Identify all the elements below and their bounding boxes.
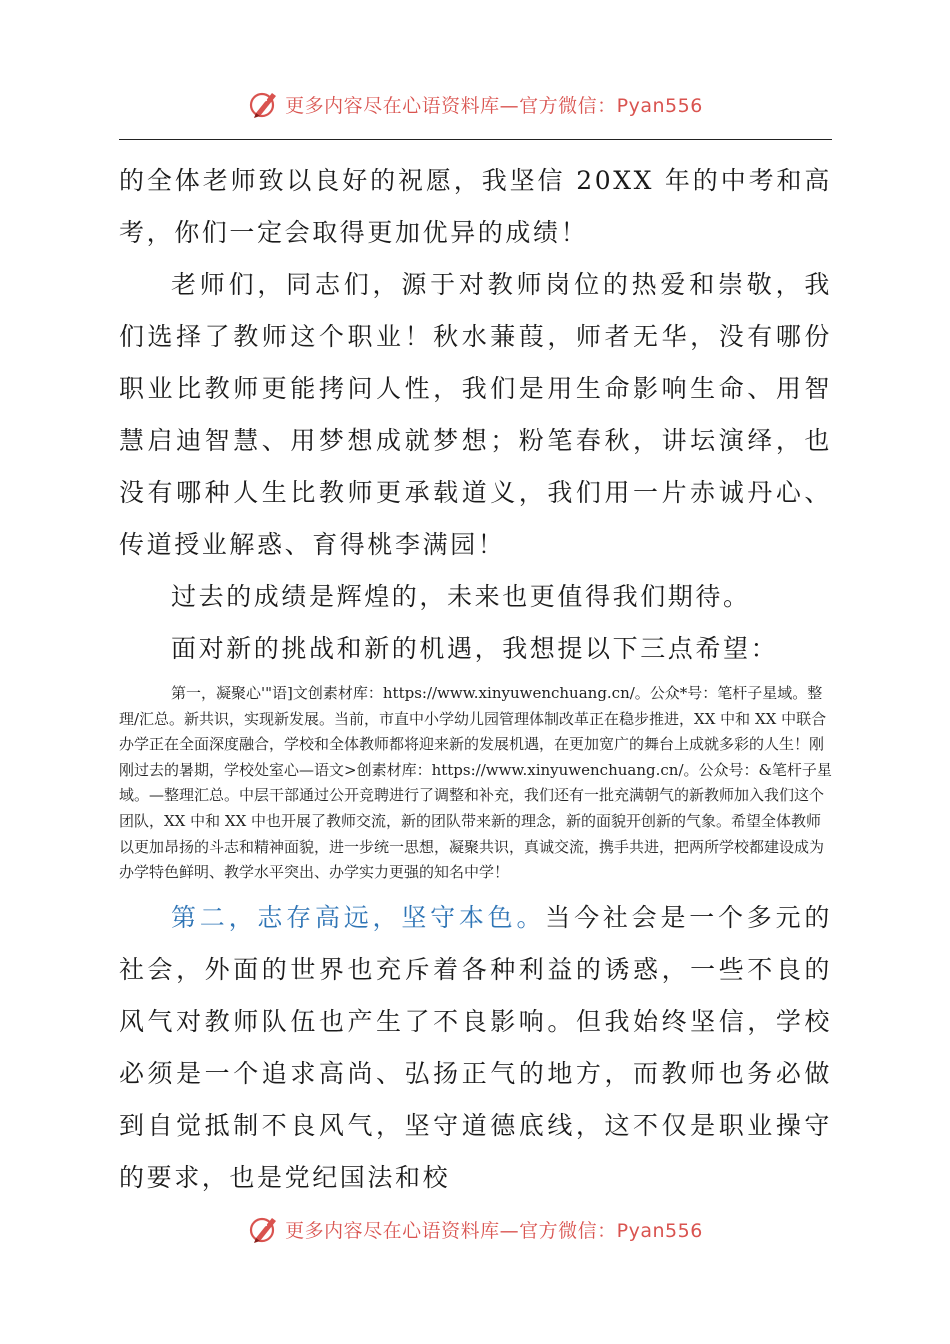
pen-logo-icon [247,87,281,121]
paragraph-2: 老师们，同志们，源于对教师岗位的热爱和崇敬，我们选择了教师这个职业！秋水蒹葭，师者无华，没有哪份职业比教师更能拷问人性，我们是用生命影响生命、用智慧启迪智慧、用梦想成就梦想；粉笔春秋，讲坛演绎，也没有哪种人生比教师更承载道义，我们用一片赤诚丹心、传道授业解惑、育得桃李满园！ [119,270,832,559]
paragraph-5-small [119,681,832,886]
paragraph-6-text: 当今社会是一个多元的社会，外面的世界也充斥着各种利益的诱惑，一些不良的风气对教师队伍也产生了不良影响。但我始终坚信，学校必须是一个追求高尚、弘扬正气的地方，而教师也务必做到自觉抵制不良风气，坚守道德底线，这不仅是职业操守的要求，也是党纪国法和校 [119,902,832,1192]
header-banner [0,84,950,124]
paragraph-6 [119,892,832,1204]
footer-banner-text: 更多内容尽在心语资料库—官方微信：Pyan556 [285,1219,703,1242]
paragraph-1: 的全体老师致以良好的祝愿，我坚信 20XX 年的中考和高考，你们一定会取得更加优异的成绩！ [119,166,832,247]
document-body [119,155,832,1204]
footer-banner [0,1209,950,1249]
paragraph-5-text: 第一，凝聚心'"语]文创素材库：https://www.xinyuwenchuang.cn/。公众*号：笔杆子星域。整理/汇总。新共识，实现新发展。当前，市直中小学幼儿园管理体制改革正在稳步推进，XX 中和 XX 中联合办学正在全面深度融合，学校和全体教师都将迎来新的发展机遇，在更加宽广的舞台上成就多彩的人生！刚刚过去的暑期，学校处室心—语文>创素材库：https://www.xinyuwenchuang.cn/。公众号：&笔杆子星域。—整理汇总。中层干部通过公开竞聘进行了调整和补充，我们还有一批充满朝气的新教师加入我们这个团队，XX 中和 XX 中也开展了教师交流，新的团队带来新的理念，新的面貌开创新的气象。希望全体教师以更加昂扬的斗志和精神面貌，进一步统一思想，凝聚共识，真诚交流，携手共进，把两所学校都建设成为办学特色鲜明、教学水平突出、办学实力更强的知名中学！ [119,684,832,882]
header-divider [119,139,832,140]
pen-logo-icon [247,1212,281,1246]
section-heading-2: 第二，志存高远，坚守本色。 [171,902,546,932]
header-banner-text: 更多内容尽在心语资料库—官方微信：Pyan556 [285,94,703,117]
paragraph-3: 过去的成绩是辉煌的，未来也更值得我们期待。 [171,582,751,611]
paragraph-4: 面对新的挑战和新的机遇，我想提以下三点希望： [171,634,779,663]
